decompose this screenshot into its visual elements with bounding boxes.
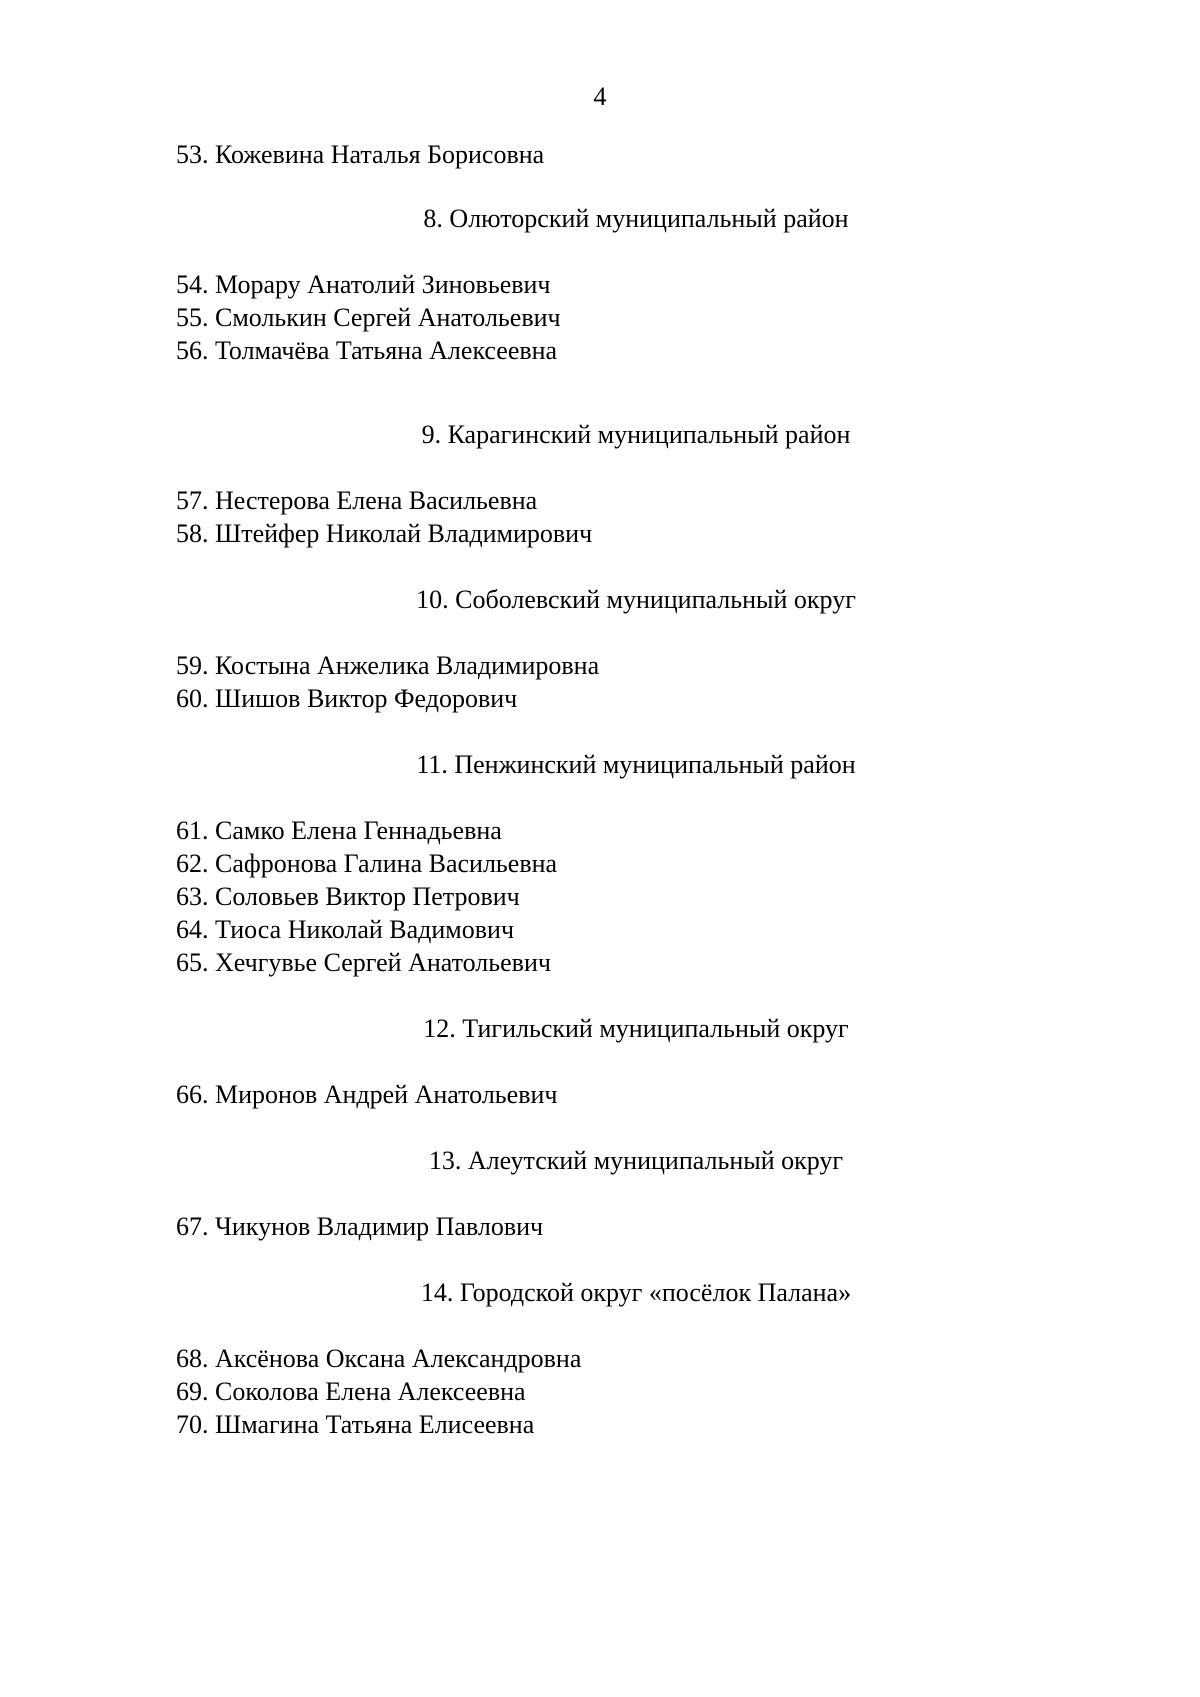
list-item: 60. Шишов Виктор Федорович <box>176 684 518 713</box>
section-heading: 11. Пенжинский муниципальный район <box>416 750 856 779</box>
list-item: 56. Толмачёва Татьяна Алексеевна <box>176 336 558 365</box>
list-item: 54. Морару Анатолий Зиновьевич <box>176 270 551 299</box>
list-item: 57. Нестерова Елена Васильевна <box>176 486 538 515</box>
list-item: 68. Аксёнова Оксана Александровна <box>176 1344 582 1373</box>
section-heading: 9. Карагинский муниципальный район <box>421 420 851 449</box>
section-heading: 14. Городской округ «посёлок Палана» <box>420 1278 852 1307</box>
list-item: 63. Соловьев Виктор Петрович <box>176 882 520 911</box>
list-item: 62. Сафронова Галина Васильевна <box>176 849 558 878</box>
section-heading: 12. Тигильский муниципальный округ <box>423 1014 849 1043</box>
list-item: 65. Хечгувье Сергей Анатольевич <box>176 948 551 977</box>
section-heading: 13. Алеутский муниципальный округ <box>428 1146 844 1175</box>
list-item: 64. Тиоса Николай Вадимович <box>176 915 515 944</box>
section-heading: 10. Соболевский муниципальный округ <box>416 585 856 614</box>
list-item: 58. Штейфер Николай Владимирович <box>176 519 593 548</box>
list-item: 67. Чикунов Владимир Павлович <box>176 1212 544 1241</box>
list-item: 61. Самко Елена Геннадьевна <box>176 816 502 845</box>
list-item: 53. Кожевина Наталья Борисовна <box>176 140 545 169</box>
list-item: 66. Миронов Андрей Анатольевич <box>176 1080 558 1109</box>
page-number: 4 <box>593 82 607 111</box>
list-item: 55. Смолькин Сергей Анатольевич <box>176 303 561 332</box>
list-item: 59. Костына Анжелика Владимировна <box>176 651 600 680</box>
section-heading: 8. Олюторский муниципальный район <box>423 204 849 233</box>
list-item: 70. Шмагина Татьяна Елисеевна <box>176 1410 535 1439</box>
list-item: 69. Соколова Елена Алексеевна <box>176 1377 526 1406</box>
